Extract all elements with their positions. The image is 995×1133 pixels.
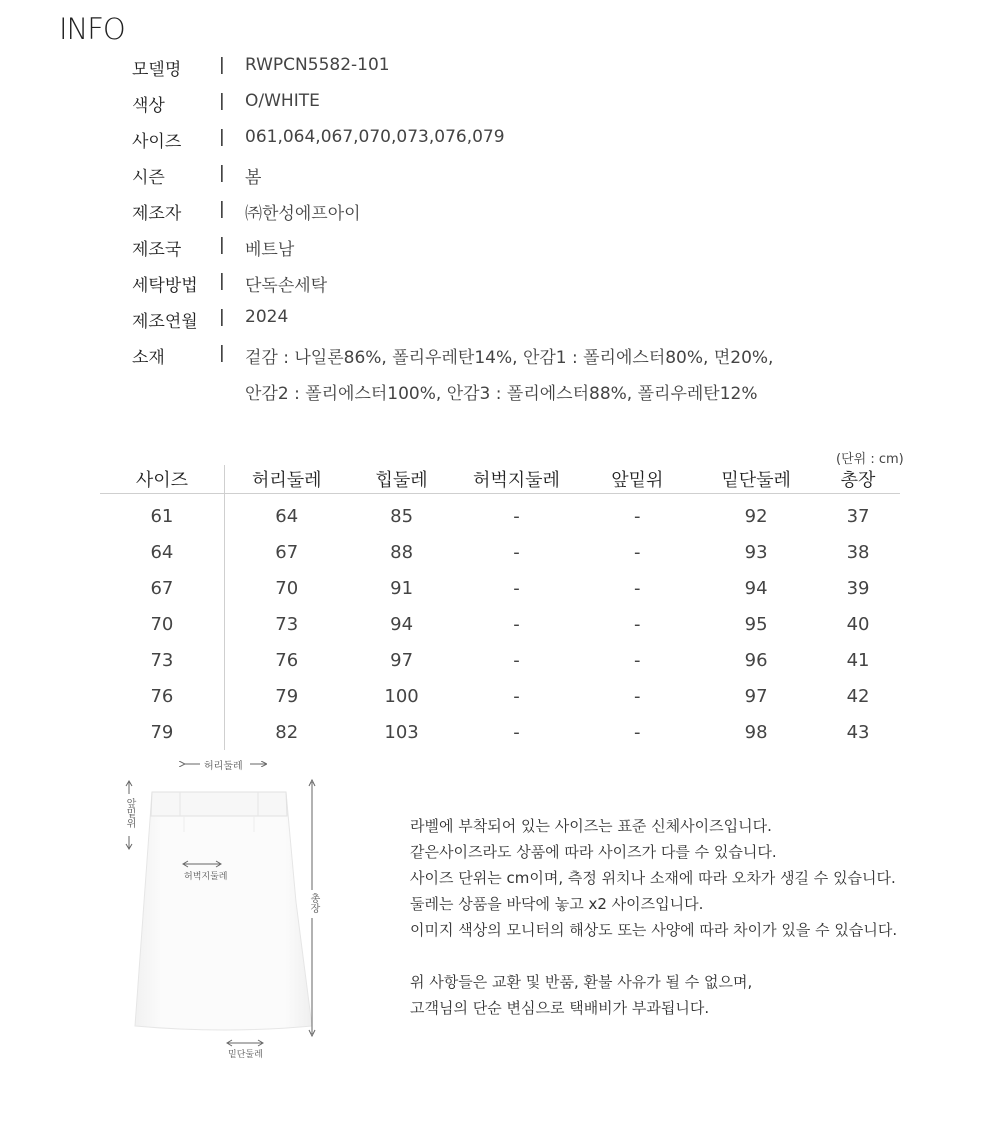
note-line: 라벨에 부착되어 있는 사이즈는 표준 신체사이즈입니다. <box>410 817 772 835</box>
table-cell: 76 <box>275 649 299 671</box>
table-cell: 76 <box>100 678 224 714</box>
info-value: 2024 <box>245 307 289 327</box>
info-value: 안감2 : 폴리에스터100%, 안감3 : 폴리에스터88%, 폴리우레탄12% <box>245 384 758 404</box>
info-label: 세탁방법 <box>132 276 198 296</box>
table-cell: 38 <box>846 541 870 563</box>
table-cell: 88 <box>390 541 414 563</box>
table-cell: 61 <box>100 494 224 535</box>
table-cell: 73 <box>275 613 299 635</box>
info-row <box>132 121 932 157</box>
table-cell: 70 <box>275 577 299 599</box>
size-table-header-cell: 허벅지둘레 <box>455 465 579 494</box>
size-table-body <box>100 494 900 751</box>
table-cell: - <box>513 541 520 563</box>
table-cell: 42 <box>846 685 870 707</box>
table-cell: 94 <box>390 613 414 635</box>
note-line: 사이즈 단위는 cm이며, 측정 위치나 소재에 따라 오차가 생길 수 있습니다. <box>410 869 896 887</box>
table-cell: 82 <box>275 721 299 743</box>
total-length-label: 총장 <box>308 893 319 913</box>
table-cell: 96 <box>744 649 768 671</box>
info-value: O/WHITE <box>245 91 320 111</box>
skirt-illustration <box>100 750 360 1070</box>
table-cell: - <box>513 505 520 527</box>
info-value: 단독손세탁 <box>245 276 328 296</box>
table-cell: 92 <box>744 505 768 527</box>
size-table-header-cell: 밑단둘레 <box>696 465 816 494</box>
hem-label: 밑단둘레 <box>228 1050 263 1060</box>
note-line: 위 사항들은 교환 및 반품, 환불 사유가 될 수 없으며, <box>410 973 753 991</box>
note-line: 고객님의 단순 변심으로 택배비가 부과됩니다. <box>410 999 710 1017</box>
size-table-header-cell: 앞밑위 <box>578 465 696 494</box>
table-cell: 97 <box>744 685 768 707</box>
table-cell: 67 <box>275 541 299 563</box>
table-cell: - <box>513 649 520 671</box>
info-row <box>132 85 932 121</box>
info-row <box>132 229 932 265</box>
table-cell: 64 <box>100 534 224 570</box>
table-cell: - <box>634 685 641 707</box>
size-table-header-cell: 허리둘레 <box>224 465 348 494</box>
table-row <box>100 494 900 535</box>
front-rise-label: 앞밑위 <box>124 798 135 828</box>
table-cell: 79 <box>100 714 224 750</box>
page-title: INFO <box>59 12 125 46</box>
table-cell: - <box>634 613 641 635</box>
table-cell: 41 <box>846 649 870 671</box>
info-row <box>132 337 932 373</box>
table-cell: 79 <box>275 685 299 707</box>
table-cell: 85 <box>390 505 414 527</box>
info-value: 겉감 : 나일론86%, 폴리우레탄14%, 안감1 : 폴리에스터80%, 면20%, <box>245 348 774 368</box>
info-label: 색상 <box>132 96 165 116</box>
info-row <box>132 265 932 301</box>
info-row <box>132 193 932 229</box>
table-row <box>100 678 900 714</box>
info-separator: | <box>219 163 225 183</box>
info-value: ㈜한성에프아이 <box>245 204 361 224</box>
table-cell: 64 <box>275 505 299 527</box>
size-table-header-cell: 총장 <box>816 465 900 494</box>
table-cell: - <box>513 721 520 743</box>
table-cell: 43 <box>846 721 870 743</box>
note-line: 둘레는 상품을 바닥에 놓고 x2 사이즈입니다. <box>410 895 704 913</box>
table-cell: 95 <box>744 613 768 635</box>
info-separator: | <box>219 91 225 111</box>
info-row <box>132 373 932 409</box>
table-row <box>100 642 900 678</box>
table-cell: 98 <box>744 721 768 743</box>
table-cell: - <box>634 541 641 563</box>
info-label: 모델명 <box>132 60 182 80</box>
table-cell: 67 <box>100 570 224 606</box>
table-cell: 97 <box>390 649 414 671</box>
skirt-measurement-diagram <box>100 750 360 1070</box>
waist-label: 허리둘레 <box>204 761 243 772</box>
table-cell: - <box>513 613 520 635</box>
info-separator: | <box>219 55 225 75</box>
table-cell: 91 <box>390 577 414 599</box>
table-cell: - <box>634 649 641 671</box>
info-row <box>132 157 932 193</box>
size-table-header-cell: 사이즈 <box>100 465 224 494</box>
info-row <box>132 49 932 85</box>
info-row <box>132 301 932 337</box>
info-label: 시즌 <box>132 168 165 188</box>
table-cell: - <box>634 505 641 527</box>
info-value: 061,064,067,070,073,076,079 <box>245 127 505 147</box>
size-notes <box>410 813 970 1021</box>
info-separator: | <box>219 343 225 363</box>
table-cell: 103 <box>384 721 419 743</box>
table-row <box>100 570 900 606</box>
table-cell: 73 <box>100 642 224 678</box>
table-cell: - <box>513 577 520 599</box>
info-label: 제조자 <box>132 204 182 224</box>
info-value: 봄 <box>245 168 262 188</box>
info-separator: | <box>219 199 225 219</box>
table-cell: 37 <box>846 505 870 527</box>
note-line: 이미지 색상의 모니터의 해상도 또는 사양에 따라 차이가 있을 수 있습니다. <box>410 921 898 939</box>
info-separator: | <box>219 127 225 147</box>
note-line: 같은사이즈라도 상품에 따라 사이즈가 다를 수 있습니다. <box>410 843 777 861</box>
info-separator: | <box>219 271 225 291</box>
table-row <box>100 534 900 570</box>
table-row <box>100 714 900 750</box>
thigh-label: 허벅지둘레 <box>184 872 228 882</box>
info-value: RWPCN5582-101 <box>245 55 390 75</box>
info-label: 제조국 <box>132 240 182 260</box>
table-cell: - <box>513 685 520 707</box>
info-separator: | <box>219 307 225 327</box>
unit-note: (단위 : cm) <box>836 452 904 467</box>
size-table-header-row <box>100 465 900 494</box>
table-cell: 94 <box>744 577 768 599</box>
info-separator: | <box>219 235 225 255</box>
table-row <box>100 606 900 642</box>
info-label: 사이즈 <box>132 132 182 152</box>
size-table <box>100 465 900 750</box>
info-value: 베트남 <box>245 240 295 260</box>
table-cell: 70 <box>100 606 224 642</box>
table-cell: - <box>634 577 641 599</box>
product-info-list <box>132 49 932 409</box>
table-cell: 93 <box>744 541 768 563</box>
table-cell: 100 <box>384 685 419 707</box>
table-cell: 39 <box>846 577 870 599</box>
table-cell: - <box>634 721 641 743</box>
info-label: 제조연월 <box>132 312 198 332</box>
info-label: 소재 <box>132 348 165 368</box>
table-cell: 40 <box>846 613 870 635</box>
note-line <box>410 943 970 969</box>
size-table-header-cell: 힙둘레 <box>349 465 455 494</box>
